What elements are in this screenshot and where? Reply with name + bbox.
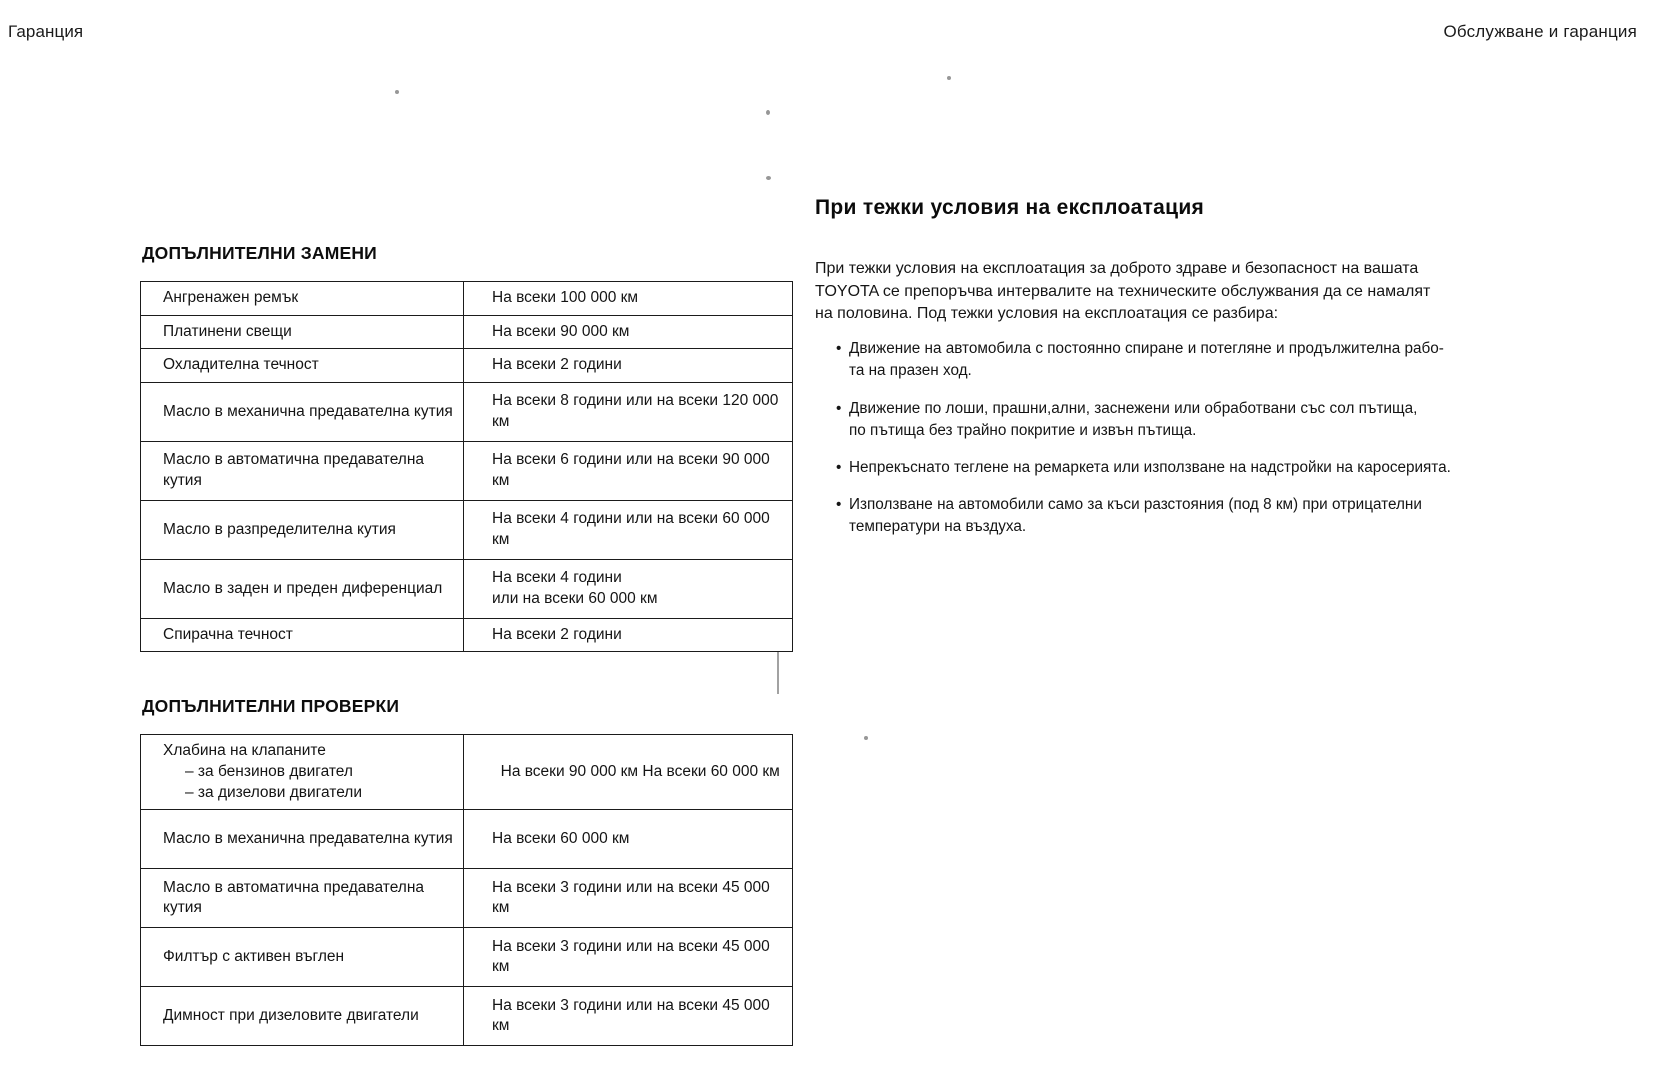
page-title: При тежки условия на експлоатация (815, 196, 1205, 219)
cell-value: На всеки 4 години или на всеки 60 000 км (464, 559, 793, 618)
table-row (141, 618, 793, 652)
cell-item: Хлабина на клапаните – за бензинов двигател – за дизелови двигатели (141, 735, 464, 810)
cell-value: На всеки 3 години или на всеки 45 000 км (464, 869, 793, 928)
cell-value: На всеки 8 години или на всеки 120 000 км (464, 382, 793, 441)
cell-item: Спирачна течност (141, 618, 464, 652)
cell-value: На всеки 3 години или на всеки 45 000 км (464, 987, 793, 1046)
table-row (141, 987, 793, 1046)
cell-item: Охладителна течност (141, 349, 464, 383)
cell-item: Масло в механична предавателна кутия (141, 810, 464, 869)
cell-value: На всеки 100 000 км (464, 282, 793, 316)
cell-value: На всеки 2 години (464, 349, 793, 383)
section-title-checks: ДОПЪЛНИТЕЛНИ ПРОВЕРКИ (142, 696, 400, 717)
scan-speck (766, 176, 771, 180)
scan-speck (947, 76, 951, 80)
list-item: • Непрекъснато теглене на ремаркета или използване на надстройки на каросерията. (849, 457, 1535, 479)
left-column (140, 243, 780, 1046)
cell-value: На всеки 3 години или на всеки 45 000 км (464, 928, 793, 987)
table-row (141, 928, 793, 987)
scan-speck (864, 736, 868, 740)
bullet-icon: • (836, 399, 842, 417)
table-row (141, 500, 793, 559)
table-row (141, 869, 793, 928)
list-item: • Използване на автомобили само за къси разстояния (под 8 км) при отрицателни температури на въздуха. (836, 496, 1422, 536)
section-spacer (140, 652, 725, 696)
cell-item: Димност при дизеловите двигатели (141, 987, 464, 1046)
running-head-right: Обслужване и гаранция (1443, 22, 1637, 41)
intro-paragraph: При тежки условия на експлоатация за доброто здраве и безопасност на вашата TOYOTA се препоръчва интервалите на техническите обслужвания да се намалят на половина. Под тежки условия на експлоатация се разбира: (815, 260, 1431, 323)
cell-item: Филтър с активен въглен (141, 928, 464, 987)
table-row (141, 282, 793, 316)
bullet-icon: • (836, 340, 842, 358)
bullet-icon: • (836, 458, 842, 476)
severe-conditions-list (815, 338, 1535, 538)
cell-item: Масло в автоматична предавателна кутия (141, 441, 464, 500)
cell-item: Масло в автоматична предавателна кутия (141, 869, 464, 928)
cell-item: Ангренажен ремък (141, 282, 464, 316)
table-row (141, 315, 793, 349)
table-row-valve-clearance (141, 735, 793, 810)
cell-item: Масло в заден и преден диференциал (141, 559, 464, 618)
bullet-icon: • (836, 496, 842, 514)
scan-speck (395, 90, 399, 94)
right-column (815, 196, 1535, 553)
table-row (141, 382, 793, 441)
cell-item: Платинени свещи (141, 315, 464, 349)
cell-value: На всеки 90 000 км (464, 315, 793, 349)
cell-item: Масло в разпределителна кутия (141, 500, 464, 559)
cell-value: На всеки 90 000 км На всеки 60 000 км (464, 735, 793, 810)
table-row (141, 810, 793, 869)
cell-value: На всеки 60 000 км (464, 810, 793, 869)
list-item: • Движение на автомобила с постоянно спиране и потегляне и продължителна рабо- та на празен ход. (836, 340, 1444, 380)
list-item: • Движение по лоши, прашни,ални, заснежени или обработвани със сол пътища, по пътища без трайно покритие и извън пътища. (836, 399, 1418, 439)
table-row (141, 559, 793, 618)
cell-value: На всеки 2 години (464, 618, 793, 652)
table-additional-replacements (140, 281, 793, 652)
cell-value: На всеки 4 години или на всеки 60 000 км (464, 500, 793, 559)
section-title-replacements: ДОПЪЛНИТЕЛНИ ЗАМЕНИ (142, 243, 377, 263)
running-head-left: Гаранция (8, 22, 84, 41)
table-additional-checks (140, 734, 793, 1046)
table-row (141, 349, 793, 383)
cell-item: Масло в механична предавателна кутия (141, 382, 464, 441)
cell-value: На всеки 6 години или на всеки 90 000 км (464, 441, 793, 500)
table-row (141, 441, 793, 500)
scan-speck (766, 110, 770, 115)
